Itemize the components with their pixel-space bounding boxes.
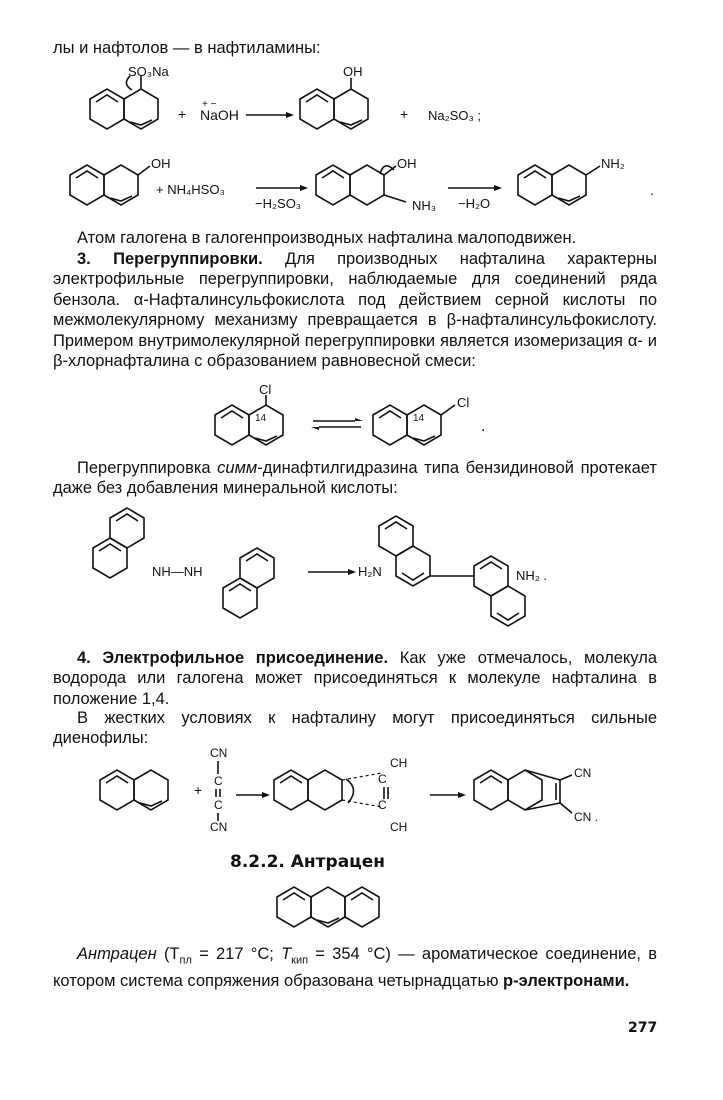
oh-label-mid: OH [397,156,417,171]
page-number: 277 [628,1020,658,1036]
adduct-structure [474,770,572,813]
sulfonate-label: SO₃Na [128,64,169,79]
cl-label-2: Cl [457,395,470,410]
nh3-label: NH₃ [412,198,437,213]
cn-top: CN [210,746,228,760]
reaction-naphthol-to-naphthylamine [60,150,670,230]
heading-electrophilic: 4. Электрофильное присоединение. [77,649,389,667]
reaction-naphthalene-sulfonate-to-naphthol [60,62,660,152]
heading-rearrangements: 3. Перегруппировки. [77,250,263,268]
right-naphthyl [223,548,274,618]
c-atom-2: C [214,798,223,812]
naphthalene-structure [90,89,158,129]
beta-naphthylamine-structure [518,165,600,205]
anthracene-text: — ароматическое соединение, в котором система сопряжения образована четырнадцатью [53,945,657,990]
nh2-label: NH₂ [601,156,625,171]
hydrazine-label: NH—NH [152,564,203,579]
end-dot-eq: . [481,418,486,435]
binaphthyl-left [379,516,430,586]
naphthalene-diene [100,770,168,810]
c-atom-1: C [214,774,223,788]
paragraph-anthracene [53,944,657,991]
amine-left-label: H₂N [358,564,382,579]
end-dot: . [650,182,654,198]
naphthol-structure [300,78,368,129]
isotope-label-1: 14 [255,413,267,424]
paragraph-dienophiles: В жестких условиях к нафталину могут присоединяться сильные диенофилы: [53,709,657,748]
reagent-ammonium-bisulfite: + NH₄HSO₃ [156,182,225,197]
binaphthyl-right [474,556,525,626]
t-boil: $T_{кип} = 354$ °C) [281,945,391,967]
oh-label: OH [343,64,363,79]
oh-label-start: OH [151,156,171,171]
diels-alder-reaction [90,745,630,845]
byproduct-sulfite: Na₂SO₃ ; [428,108,481,123]
cn-bottom: CN [210,820,228,834]
section-heading-anthracene: 8.2.2. Антрацен [230,852,386,872]
intermediate-structure [316,165,406,205]
anthracene-structure [272,880,412,940]
plus-sign-2: + [400,106,409,122]
beta-naphthol-structure [70,165,150,205]
charge-signs: + − [202,99,217,110]
under-arrow-2: −H₂O [458,196,491,211]
ch-top: CH [390,756,408,770]
beta-chloronaphthalene [373,405,455,445]
rearrangements-text: Для производных нафталина характерны электрофильные перегруппировки, наблюдаемые для соединений ряда бензола. α-Нафталинсульфокислота под действием серной кислоты по межмолекулярному механизму превращается в β-нафталинсульфокислоту. Примером внутримолекулярной перегруппировки является изомеризация α- и β-хлорнафталина с образованием равновесной смеси: [53,250,657,371]
electrophilic-text: Как уже отмечалось, молекула водорода или галогена может присоединяться к молекуле нафталина в положение 1,4. [53,649,658,708]
line-top: лы и нафтолов — в нафтиламины: [53,39,321,57]
benzidine-prefix: Перегруппировка [77,459,218,477]
cn-product-1: CN [574,766,592,780]
ch-bottom: CH [390,820,408,834]
paragraph-halogen: Атом галогена в галогенпроизводных нафталина малоподвижен. [77,229,577,247]
paragraph-electrophilic-addition [53,648,657,709]
c-mid-1: C [378,772,387,786]
plus-dienophile: + [194,782,203,798]
benzidine-italic: симм [217,459,258,477]
left-naphthyl [93,508,144,578]
t-melt: ($T_{пл} = 217$ °C; [163,945,282,967]
under-arrow-1: −H₂SO₃ [255,196,302,211]
benzidine-rearrangement [90,500,610,645]
p-electrons: p-электронами. [503,971,630,990]
paragraph-rearrangements [53,249,657,371]
benzidine-text: -динафтилгидразина типа бензидиновой протекает даже без добавления минеральной кислоты: [53,459,657,498]
alpha-chloronaphthalene [215,395,283,445]
paragraph-benzidine [53,458,657,499]
isotope-label-2: 14 [413,413,425,424]
c-mid-2: C [378,798,387,812]
amine-right-label: NH₂ . [516,568,548,583]
reagent-naoh: NaOH [200,107,239,123]
cn-product-2: CN . [574,810,598,824]
anthracene-name: Антрацен [77,945,157,963]
plus-sign: + [178,106,187,122]
transition-complex [274,770,382,810]
cl-label-1: Cl [259,382,272,397]
chloronaphthalene-equilibrium [205,382,505,455]
